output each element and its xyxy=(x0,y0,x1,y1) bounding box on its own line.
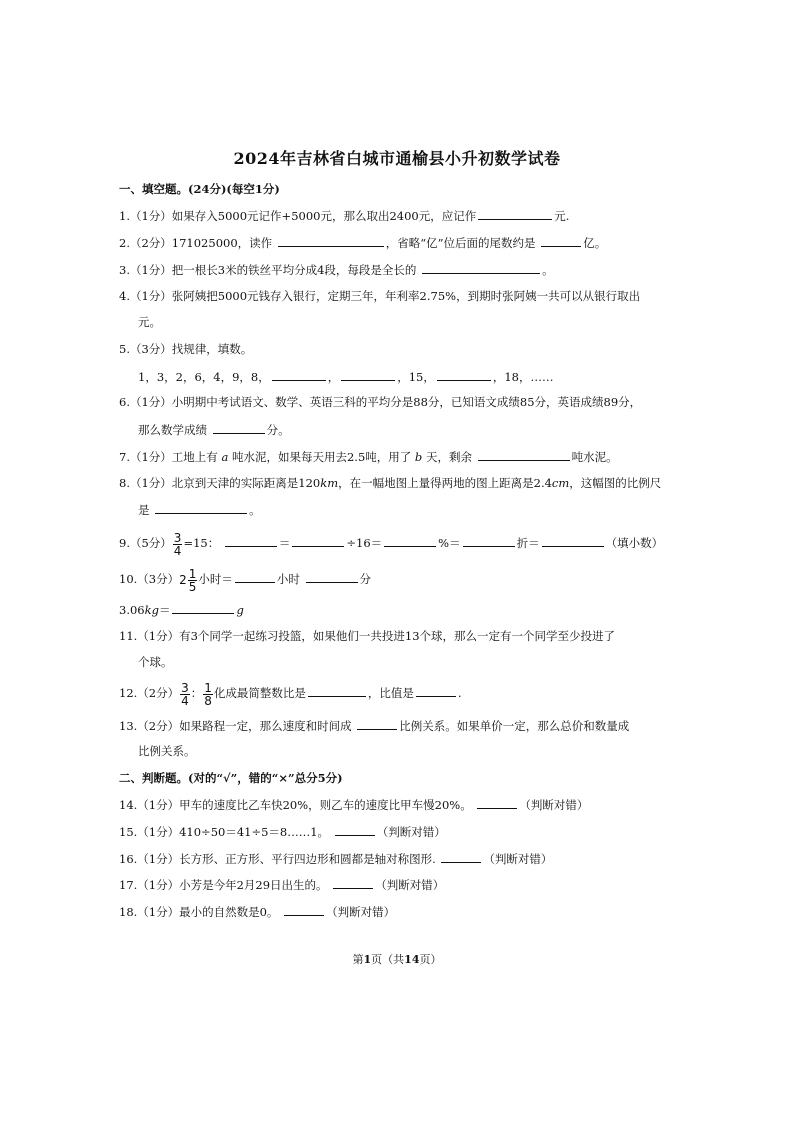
fraction-three-quarters: $\frac{3}{4}$ xyxy=(181,680,189,708)
answer-blank[interactable] xyxy=(308,685,366,697)
answer-blank[interactable] xyxy=(541,235,581,247)
question-18: 18.（1分）最小的自然数是0。 （判断对错） xyxy=(119,905,396,919)
answer-blank[interactable] xyxy=(357,718,397,730)
question-5-sequence: 1，3，2，6，4，9，8， ， ，15， ，18，…… xyxy=(138,370,554,384)
fraction-one-fifth: $\frac{1}{5}$ xyxy=(188,566,197,594)
total-pages: 14 xyxy=(404,953,420,966)
question-10: 10.（3分）2 $\frac{1}{5}$ 小时＝ 小时 分 xyxy=(119,566,372,594)
section-heading-true-false: 二、判断题。(对的“√”，错的“×”总分5分) xyxy=(119,771,343,785)
question-4-continued: 元。 xyxy=(138,315,161,329)
answer-blank[interactable] xyxy=(235,571,275,583)
question-11: 11.（1分）有3个同学一起练习投篮，如果他们一共投进13个球，那么一定有一个同学至少投进了 xyxy=(119,629,616,643)
answer-blank[interactable] xyxy=(335,824,375,836)
question-2: 2.（2分）171025000，读作 ，省略“亿”位后面的尾数约是 亿。 xyxy=(119,236,607,250)
question-3: 3.（1分）把一根长3米的铁丝平均分成4段，每段是全长的 。 xyxy=(119,263,554,277)
answer-blank[interactable] xyxy=(384,535,436,547)
answer-blank[interactable] xyxy=(155,502,247,514)
answer-blank[interactable] xyxy=(284,904,324,916)
question-16: 16.（1分）长方形、正方形、平行四边形和圆都是轴对称图形. （判断对错） xyxy=(119,852,553,866)
question-10-weight: 3.06kg＝ g xyxy=(119,603,244,617)
answer-blank[interactable] xyxy=(437,369,491,381)
question-4: 4.（1分）张阿姨把5000元钱存入银行，定期三年，年利率2.75%，到期时张阿姨一共可以从银行取出 xyxy=(119,289,641,303)
question-7: 7.（1分）工地上有 a 吨水泥，如果每天用去2.5吨，用了 b 天，剩余 吨水泥。 xyxy=(119,450,618,464)
question-13: 13.（2分）如果路程一定，那么速度和时间成 比例关系。如果单价一定，那么总价和数量成 xyxy=(119,719,630,733)
question-8-continued: 是 。 xyxy=(138,503,261,517)
question-6-continued: 那么数学成绩 分。 xyxy=(138,423,290,437)
question-11-continued: 个球。 xyxy=(138,655,173,669)
answer-blank[interactable] xyxy=(463,535,515,547)
answer-blank[interactable] xyxy=(422,262,540,274)
page-footer: 第1页（共14页） xyxy=(352,953,442,966)
page-number: 1 xyxy=(363,953,372,966)
answer-blank[interactable] xyxy=(333,877,373,889)
answer-blank[interactable] xyxy=(478,449,570,461)
answer-blank[interactable] xyxy=(341,369,395,381)
answer-blank[interactable] xyxy=(272,369,326,381)
question-13-continued: 比例关系。 xyxy=(138,744,196,758)
answer-blank[interactable] xyxy=(477,797,517,809)
question-12: 12.（2分） $\frac{3}{4}$ ： $\frac{1}{8}$ 化成最简整数比是 ，比值是 . xyxy=(119,680,462,708)
answer-blank[interactable] xyxy=(278,235,384,247)
answer-blank[interactable] xyxy=(306,571,358,583)
question-8: 8.（1分）北京到天津的实际距离是120km，在一幅地图上量得两地的图上距离是2.4cm，这幅图的比例尺 xyxy=(119,476,662,490)
answer-blank[interactable] xyxy=(225,535,277,547)
fraction-three-quarters: $\frac{3}{4}$ xyxy=(173,530,182,558)
answer-blank[interactable] xyxy=(213,422,265,434)
question-5: 5.（3分）找规律，填数。 xyxy=(119,342,253,356)
question-14: 14.（1分）甲车的速度比乙车快20%，则乙车的速度比甲车慢20%。 （判断对错） xyxy=(119,798,589,812)
answer-blank[interactable] xyxy=(292,535,344,547)
answer-blank[interactable] xyxy=(172,602,234,614)
question-1: 1.（1分）如果存入5000元记作+5000元，那么取出2400元，应记作 元. xyxy=(119,209,570,223)
fraction-one-eighth: $\frac{1}{8}$ xyxy=(204,680,212,708)
answer-blank[interactable] xyxy=(542,535,604,547)
section-heading-fill-in: 一、填空题。(24分)(每空1分) xyxy=(119,182,280,196)
question-17: 17.（1分）小芳是今年2月29日出生的。 （判断对错） xyxy=(119,878,445,892)
question-6: 6.（1分）小明期中考试语文、数学、英语三科的平均分是88分，已知语文成绩85分，英语成绩89分， xyxy=(119,395,642,409)
page-title: 2024年吉林省白城市通榆县小升初数学试卷 xyxy=(233,149,561,168)
question-15: 15.（1分）410÷50＝41÷5＝8……1。 （判断对错） xyxy=(119,825,446,839)
answer-blank[interactable] xyxy=(416,685,456,697)
answer-blank[interactable] xyxy=(478,208,552,220)
answer-blank[interactable] xyxy=(441,851,481,863)
question-9: 9.（5分） $\frac{3}{4}$ =15： ＝ ÷16＝ %＝ 折＝ （填小数） xyxy=(119,530,664,558)
